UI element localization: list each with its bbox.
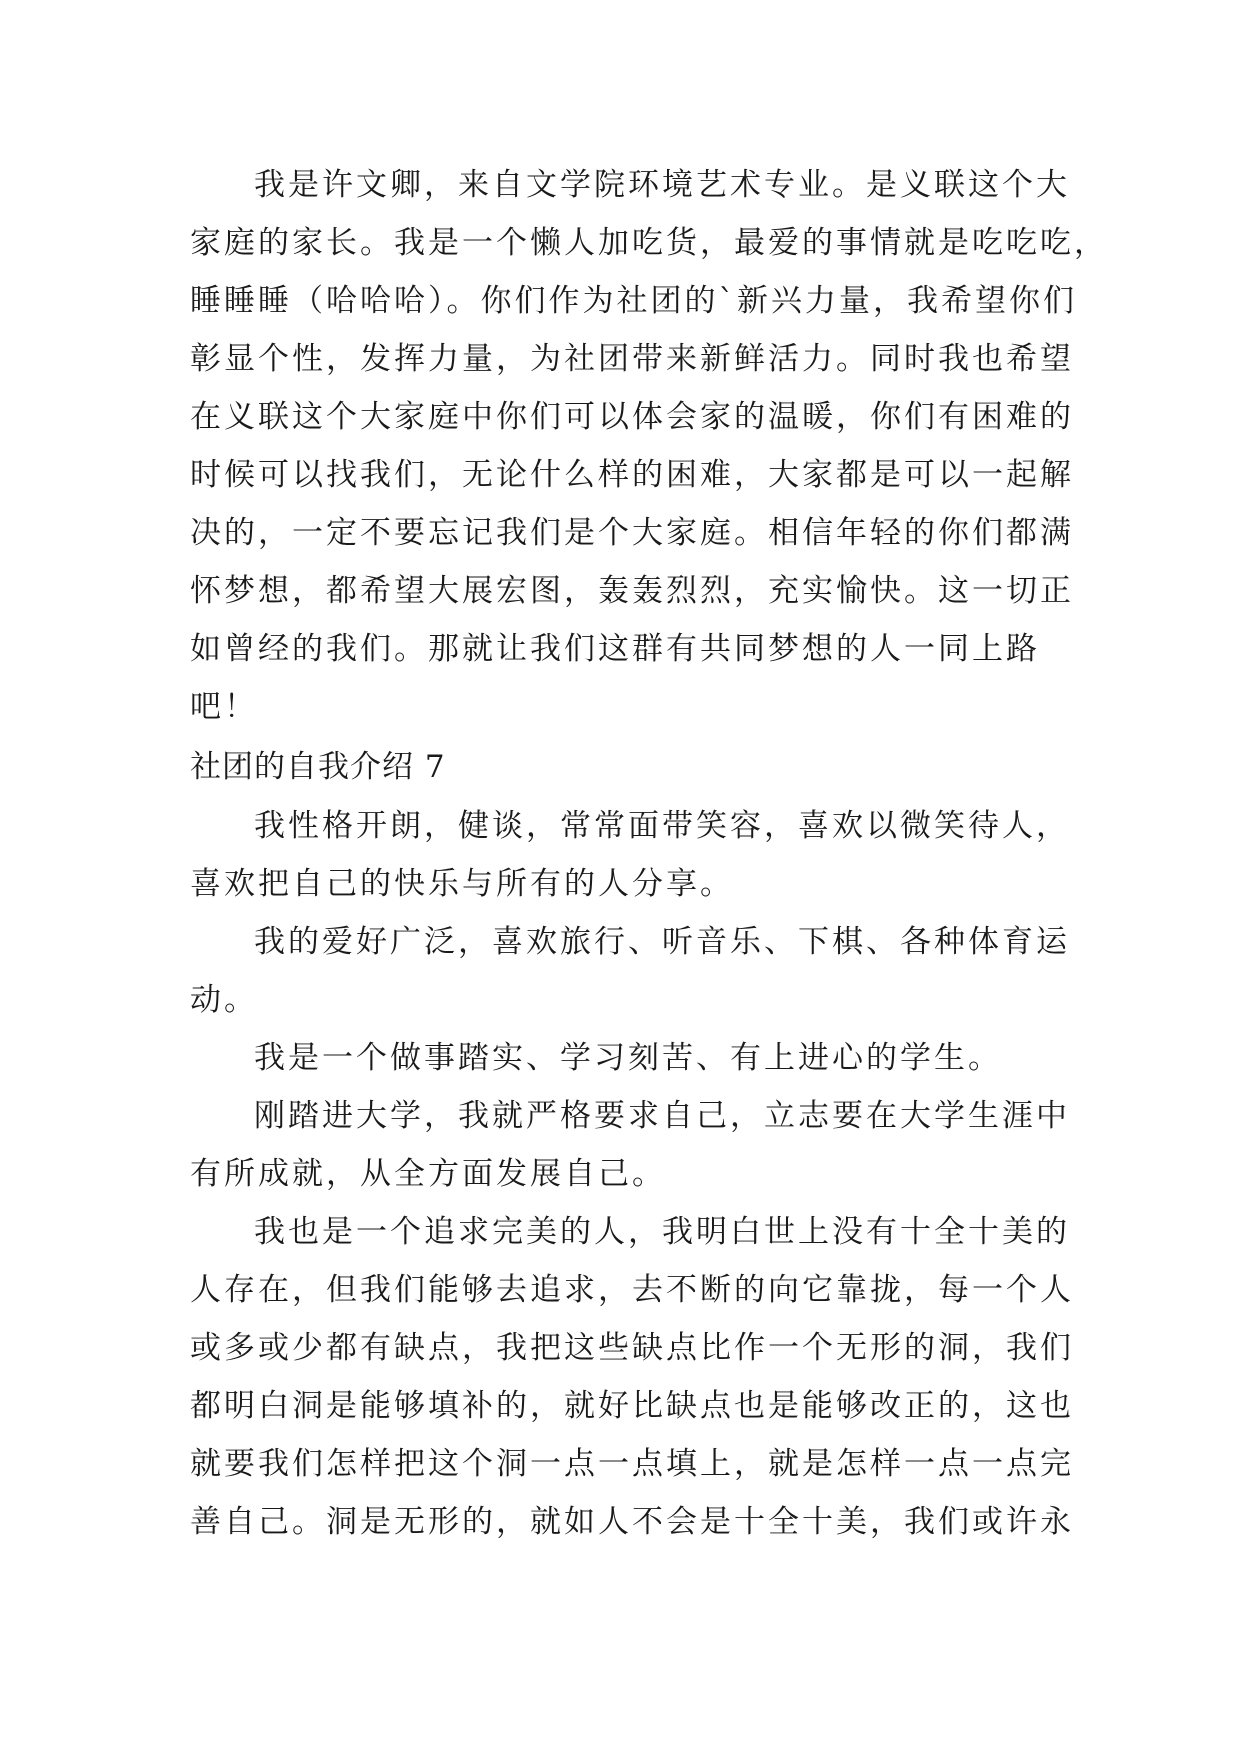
paragraph-line: 刚踏进大学，我就严格要求自己，立志要在大学生涯中 bbox=[254, 1098, 1070, 1134]
paragraph-line: 睡睡睡（哈哈哈）。你们作为社团的`新兴力量，我希望你们 bbox=[190, 283, 1077, 319]
paragraph-line: 动。 bbox=[190, 982, 258, 1018]
paragraph-line: 我是一个做事踏实、学习刻苦、有上进心的学生。 bbox=[254, 1040, 1002, 1076]
paragraph-line: 或多或少都有缺点，我把这些缺点比作一个无形的洞，我们 bbox=[190, 1330, 1074, 1366]
paragraph-line: 我的爱好广泛，喜欢旅行、听音乐、下棋、各种体育运 bbox=[254, 924, 1070, 960]
paragraph-line: 我也是一个追求完美的人，我明白世上没有十全十美的 bbox=[254, 1214, 1070, 1250]
section-self-intro bbox=[190, 797, 1074, 1551]
section-heading: 社团的自我介绍 7 bbox=[190, 749, 446, 785]
paragraph-line: 如曾经的我们。那就让我们这群有共同梦想的人一同上路 bbox=[190, 631, 1040, 667]
paragraph-line: 时候可以找我们，无论什么样的困难，大家都是可以一起解 bbox=[190, 457, 1074, 493]
paragraph-line: 在义联这个大家庭中你们可以体会家的温暖，你们有困难的 bbox=[190, 399, 1074, 435]
paragraph-line: 我性格开朗，健谈，常常面带笑容，喜欢以微笑待人， bbox=[254, 808, 1070, 844]
paragraph-line: 怀梦想，都希望大展宏图，轰轰烈烈，充实愉快。这一切正 bbox=[190, 573, 1074, 609]
section-intro-paragraph bbox=[190, 156, 1108, 736]
paragraph-line: 彰显个性，发挥力量，为社团带来新鲜活力。同时我也希望 bbox=[190, 341, 1074, 377]
paragraph-line: 就要我们怎样把这个洞一点一点填上，就是怎样一点一点完 bbox=[190, 1446, 1074, 1482]
paragraph-line: 人存在，但我们能够去追求，去不断的向它靠拢，每一个人 bbox=[190, 1272, 1074, 1308]
paragraph-line: 决的，一定不要忘记我们是个大家庭。相信年轻的你们都满 bbox=[190, 515, 1074, 551]
paragraph-line: 家庭的家长。我是一个懒人加吃货，最爱的事情就是吃吃吃， bbox=[190, 225, 1108, 261]
paragraph-line: 吧！ bbox=[190, 689, 258, 725]
paragraph-line: 喜欢把自己的快乐与所有的人分享。 bbox=[190, 866, 734, 902]
paragraph-line: 有所成就，从全方面发展自己。 bbox=[190, 1156, 666, 1192]
paragraph-line: 都明白洞是能够填补的，就好比缺点也是能够改正的，这也 bbox=[190, 1388, 1074, 1424]
section-heading-block bbox=[190, 738, 1050, 796]
paragraph-line: 善自己。洞是无形的，就如人不会是十全十美，我们或许永 bbox=[190, 1504, 1074, 1540]
paragraph-line: 我是许文卿，来自文学院环境艺术专业。是义联这个大 bbox=[254, 167, 1070, 203]
